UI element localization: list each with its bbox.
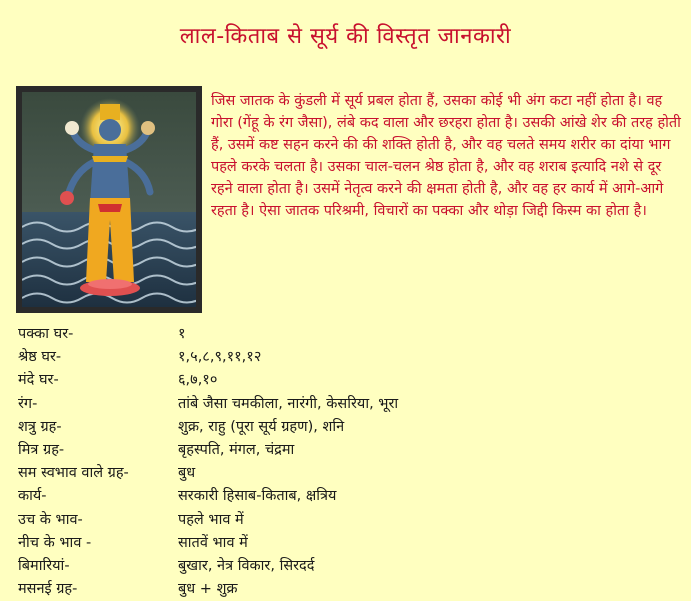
fact-label: मसनई ग्रह- (18, 581, 78, 598)
fact-value: १,५,८,९,११,१२ (178, 349, 262, 366)
fact-value: तांबे जैसा चमकीला, नारंगी, केसरिया, भूरा (178, 395, 399, 412)
table-row (18, 416, 678, 439)
fact-value: बुखार, नेत्र विकार, सिरदर्द (178, 557, 315, 574)
table-row (18, 555, 678, 578)
table-row (18, 439, 678, 462)
fact-label: मित्र ग्रह- (18, 441, 65, 458)
fact-value: बुध (178, 465, 196, 482)
fact-label: मंदे घर- (18, 372, 59, 389)
fact-label: कार्य- (18, 488, 47, 505)
fact-value: शुक्र, राहु (पूरा सूर्य ग्रहण), शनि (178, 418, 345, 435)
intro-paragraph: जिस जातक के कुंडली में सूर्य प्रबल होता हैं, उसका कोई भी अंग कटा नहीं होता है। वह गोरा (गेंहू के रंग जैसा), लंबे कद वाला और छरहरा होता है। उसकी आंखे शेर की तरह होती हैं, उसमें कष्ट सहन करने की की शक्ति होती है, और वह चलते समय शरीर का दांया भाग पहले करके चलता है। उसका चाल-चलन श्रेष्ठ होता है, और वह शराब इत्यादि नशे से दूर रहने वाला होता है। उसमें नेतृत्व करने की क्षमता होती है, और वह हर कार्य में आगे-आगे रहता है। ऐसा जातक परिश्रमी, विचारों का पक्का और थोड़ा जिद्दी किस्म का होता है। (211, 93, 681, 219)
table-row (18, 509, 678, 532)
table-row (18, 485, 678, 508)
deity-painting (16, 86, 202, 313)
table-row (18, 323, 678, 346)
fact-value: सरकारी हिसाब-किताब, क्षत्रिय (178, 488, 337, 505)
table-row (18, 393, 678, 416)
fact-label: नीच के भाव - (18, 534, 92, 551)
fact-value: १ (178, 326, 186, 342)
fact-value: बृहस्पति, मंगल, चंद्रमा (178, 441, 295, 458)
fact-label: उच के भाव- (18, 511, 83, 528)
page-title: लाल-किताब से सूर्य की विस्तृत जानकारी (179, 24, 512, 49)
fact-value: सातवें भाव में (178, 534, 248, 551)
fact-label: बिमारियां- (18, 557, 70, 574)
fact-label: श्रेष्ठ घर- (18, 349, 62, 366)
table-row (18, 369, 678, 392)
table-row (18, 532, 678, 555)
facts-table (18, 323, 678, 601)
deity-painting-icon (22, 92, 196, 307)
table-row (18, 462, 678, 485)
fact-value: ६,७,१० (178, 372, 218, 389)
fact-label: पक्का घर- (18, 326, 74, 342)
fact-label: रंग- (18, 395, 38, 412)
fact-label: शत्रु ग्रह- (18, 418, 62, 435)
fact-value: बुध + शुक्र (178, 581, 238, 598)
fact-value: पहले भाव में (178, 511, 244, 528)
table-row (18, 346, 678, 369)
fact-label: सम स्वभाव वाले ग्रह- (18, 465, 129, 482)
table-row (18, 578, 678, 601)
